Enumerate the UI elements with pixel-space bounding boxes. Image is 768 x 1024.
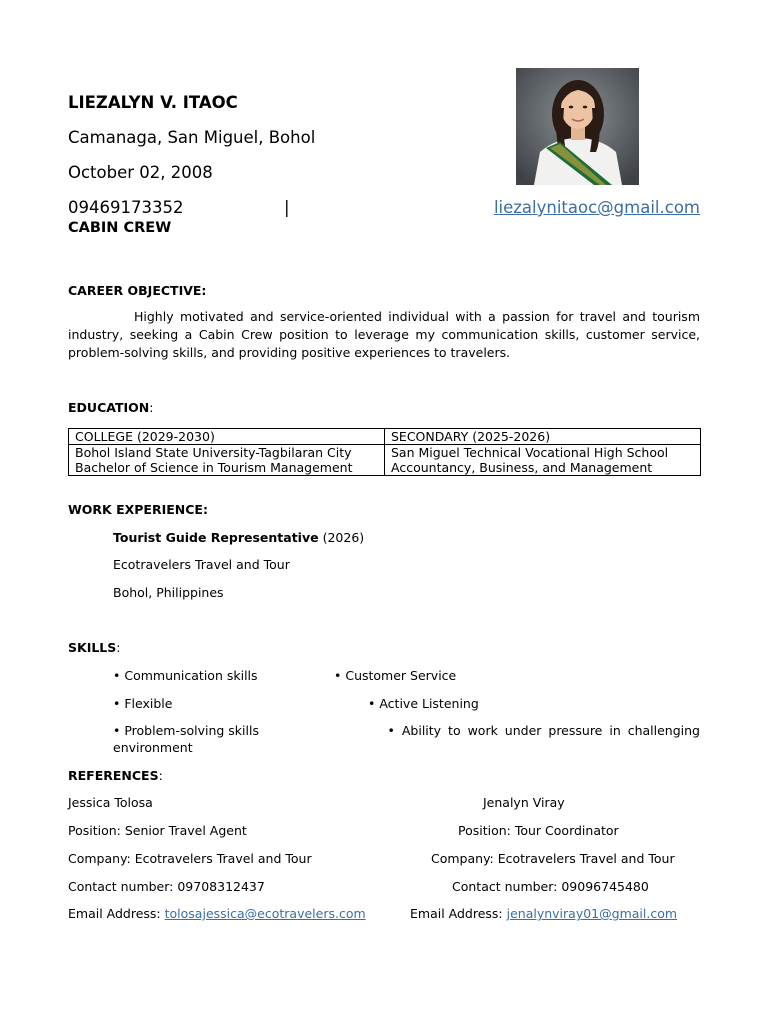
career-objective-text: Highly motivated and service-oriented individual with a passion for travel and tourism industry, seeking a Cabin Crew position to leverage my communication skills, customer service, problem-solving skills, and providing positive experiences to travelers. (68, 309, 700, 360)
education-colon: : (149, 400, 154, 415)
resume-name: LIEZALYN V. ITAOC (68, 93, 238, 112)
reference-name: Jessica Tolosa (68, 795, 153, 810)
work-company: Ecotravelers Travel and Tour (113, 557, 290, 572)
skills-heading-line (68, 640, 121, 655)
reference-email-link[interactable]: tolosajessica@ecotravelers.com (164, 906, 366, 921)
skill-item: • Ability to work under pressure in challenging (387, 723, 700, 738)
email-link[interactable]: liezalynitaoc@gmail.com (493, 198, 700, 217)
education-table (68, 428, 701, 476)
job-year: (2026) (318, 530, 365, 545)
work-location: Bohol, Philippines (113, 585, 224, 600)
education-heading-line (68, 400, 153, 415)
reference-contact: Contact number: 09708312437 (68, 879, 265, 894)
separator: | (284, 198, 290, 217)
table-row (69, 445, 701, 476)
reference-email-label: Email Address: (410, 906, 507, 921)
reference-email-line (68, 906, 366, 921)
skill-item-continued: environment (113, 740, 193, 755)
skill-item: • Active Listening (368, 696, 479, 711)
college-details (69, 445, 385, 476)
skill-item: • Flexible (113, 696, 173, 711)
references-heading-line (68, 768, 163, 783)
college-level: COLLEGE (2029-2030) (69, 429, 385, 445)
table-row (69, 429, 701, 445)
college-school: Bohol Island State University-Tagbilaran City (75, 445, 352, 460)
references-heading: REFERENCES (68, 768, 159, 783)
reference-email-label: Email Address: (68, 906, 165, 921)
skills-heading: SKILLS (68, 640, 117, 655)
address: Camanaga, San Miguel, Bohol (68, 128, 316, 147)
reference-contact: Contact number: 09096745480 (452, 879, 649, 894)
college-program: Bachelor of Science in Tourism Management (75, 460, 353, 475)
work-experience-heading: WORK EXPERIENCE: (68, 502, 208, 517)
job-title-line (113, 530, 364, 545)
secondary-school: San Miguel Technical Vocational High School (391, 445, 669, 460)
skill-item: • Problem-solving skills (113, 723, 259, 738)
job-title: Tourist Guide Representative (113, 530, 319, 545)
career-objective-heading: CAREER OBJECTIVE: (68, 283, 207, 298)
reference-email-link[interactable]: jenalynviray01@gmail.com (506, 906, 678, 921)
secondary-level: SECONDARY (2025-2026) (385, 429, 701, 445)
phone-number: 09469173352 (68, 198, 184, 217)
reference-company: Company: Ecotravelers Travel and Tour (431, 851, 675, 866)
skill-item: • Communication skills (113, 668, 258, 683)
secondary-program: Accountancy, Business, and Management (391, 460, 653, 475)
reference-name: Jenalyn Viray (483, 795, 565, 810)
skills-colon: : (116, 640, 121, 655)
reference-position: Position: Tour Coordinator (458, 823, 619, 838)
desired-position: CABIN CREW (68, 220, 172, 236)
reference-position: Position: Senior Travel Agent (68, 823, 247, 838)
profile-photo (516, 68, 639, 185)
birthdate: October 02, 2008 (68, 163, 213, 182)
education-heading: EDUCATION (68, 400, 150, 415)
reference-email-line (410, 906, 677, 921)
skill-item: • Customer Service (334, 668, 457, 683)
references-colon: : (158, 768, 163, 783)
secondary-details (385, 445, 701, 476)
reference-company: Company: Ecotravelers Travel and Tour (68, 851, 312, 866)
